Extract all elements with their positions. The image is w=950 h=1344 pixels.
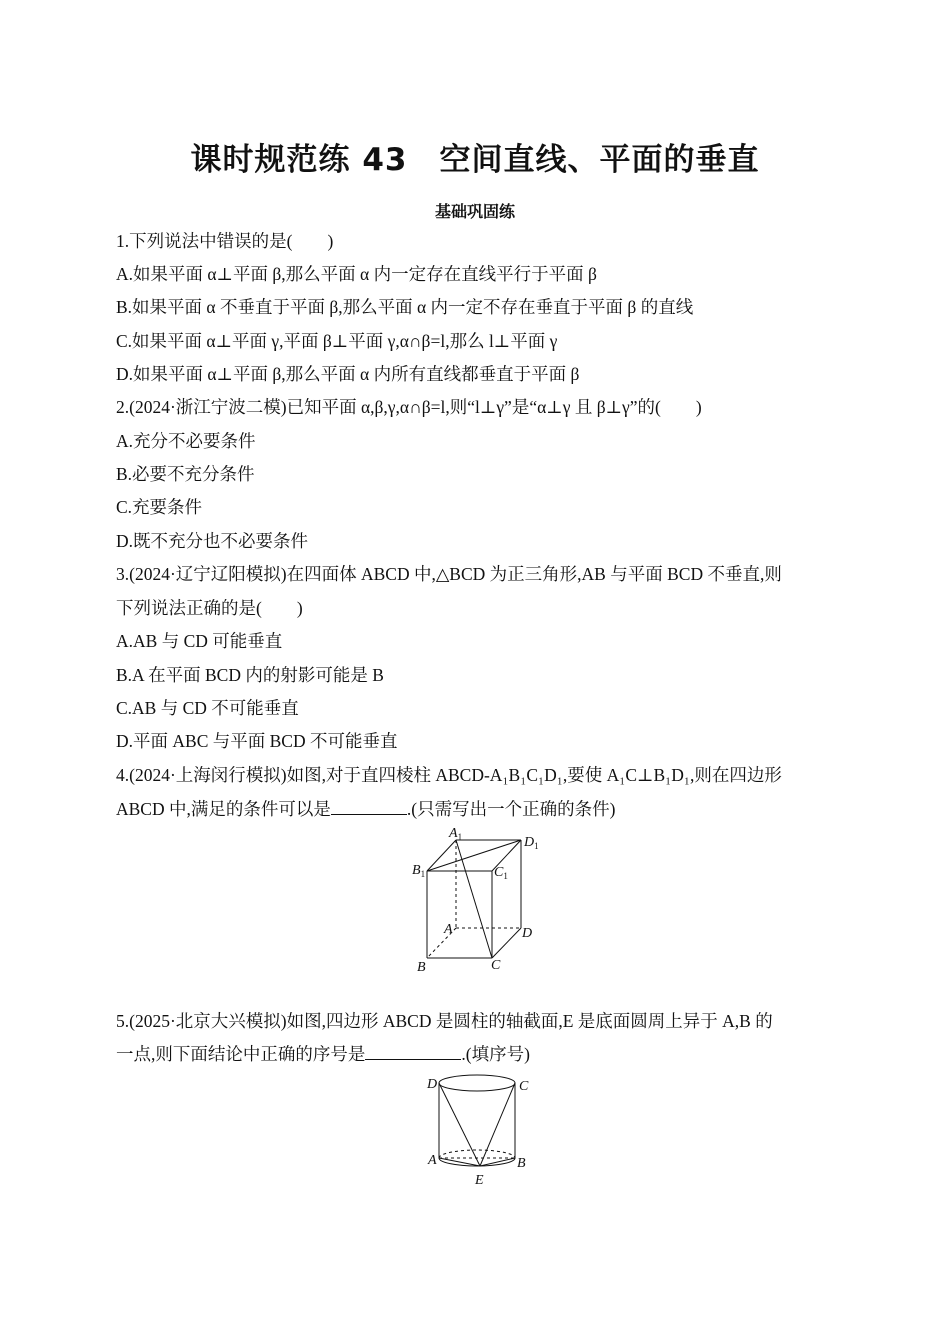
q1-option-b: B.如果平面 α 不垂直于平面 β,那么平面 α 内一定不存在垂直于平面 β 的直线 <box>116 297 694 317</box>
section-heading: 基础巩固练 <box>434 202 515 221</box>
label-b1: $B_1$ <box>412 863 426 879</box>
q1-option-a: A.如果平面 α⊥平面 β,那么平面 α 内一定存在直线平行于平面 β <box>116 264 597 284</box>
q1-option-c: C.如果平面 α⊥平面 γ,平面 β⊥平面 γ,α∩β=l,那么 l⊥平面 γ <box>116 331 558 351</box>
q3-stem-line2: 下列说法正确的是( ) <box>116 598 303 618</box>
label-a: A <box>428 1153 437 1168</box>
prism-figure <box>405 822 555 980</box>
q3-option-d: D.平面 ABC 与平面 BCD 不可能垂直 <box>116 731 398 751</box>
label-a1: $A_1$ <box>449 826 463 842</box>
label-a: A <box>444 922 453 937</box>
label-d: D <box>427 1077 438 1092</box>
q1-stem: 1.下列说法中错误的是( ) <box>116 231 334 251</box>
q4-stem-line1: 4.(2024·上海闵行模拟)如图,对于直四棱柱 ABCD-A₁B₁C₁D₁,要使 A₁C⊥B₁D₁,则在四边形 <box>116 765 782 785</box>
q5-stem-text: 一点,则下面结论中正确的序号是 <box>116 1044 366 1064</box>
q3-stem-line1: 3.(2024·辽宁辽阳模拟)在四面体 ABCD 中,△BCD 为正三角形,AB 与平面 BCD 不垂直,则 <box>116 564 782 584</box>
q5-answer-blank[interactable] <box>365 1043 461 1060</box>
label-b: B <box>417 960 426 975</box>
q2-option-a: A.充分不必要条件 <box>116 431 256 451</box>
q4-stem-tail: .(只需写出一个正确的条件) <box>406 799 616 819</box>
label-c: C <box>519 1079 529 1094</box>
q3-option-c: C.AB 与 CD 不可能垂直 <box>116 698 299 718</box>
q4-answer-blank[interactable] <box>331 798 407 815</box>
q3-option-b: B.A 在平面 BCD 内的射影可能是 B <box>116 665 384 685</box>
q4-stem-line2 <box>116 798 615 820</box>
q1-option-d: D.如果平面 α⊥平面 β,那么平面 α 内所有直线都垂直于平面 β <box>116 364 580 384</box>
q5-stem-tail: .(填序号) <box>461 1044 530 1064</box>
q4-stem-text: ABCD 中,满足的条件可以是 <box>116 799 331 819</box>
q2-stem: 2.(2024·浙江宁波二模)已知平面 α,β,γ,α∩β=l,则“l⊥γ”是“α⊥γ 且 β⊥γ”的( ) <box>116 397 702 417</box>
label-e: E <box>475 1173 484 1188</box>
label-c1: $C_1$ <box>494 865 508 881</box>
q5-stem-line2 <box>116 1043 530 1065</box>
q2-option-b: B.必要不充分条件 <box>116 464 255 484</box>
q5-stem-line1: 5.(2025·北京大兴模拟)如图,四边形 ABCD 是圆柱的轴截面,E 是底面圆周上异于 A,B 的 <box>116 1011 773 1031</box>
label-c: C <box>491 958 501 973</box>
label-d: D <box>522 926 533 941</box>
label-b: B <box>517 1156 526 1171</box>
label-d1: $D_1$ <box>524 835 539 851</box>
cylinder-figure <box>420 1068 535 1190</box>
q3-option-a: A.AB 与 CD 可能垂直 <box>116 631 283 651</box>
q2-option-c: C.充要条件 <box>116 497 203 517</box>
q2-option-d: D.既不充分也不必要条件 <box>116 531 309 551</box>
page-title: 课时规范练 43 空间直线、平面的垂直 <box>190 142 760 178</box>
